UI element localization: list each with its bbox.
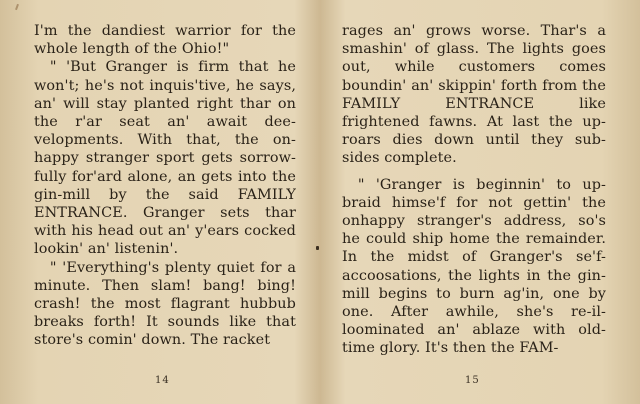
- left-paragraph-3: " 'Everything's plenty quiet for a minute. Then slam! bang! bing! crash! the most flagrant hubbub breaks forth! It sounds like that store's comin' down. The racket: [34, 259, 296, 349]
- right-page: [320, 0, 640, 404]
- left-paragraph-1: I'm the dandiest warrior for the whole length of the Ohio!": [34, 23, 296, 58]
- left-paragraph-2: " 'But Granger is firm that he won't; he's not inquis'tive, he says, an' will stay planted right thar on the r'ar seat an' await dee-velopments. With that, the on-happy stranger sport gets sorrow-fully for'ard alone, an gets into the gin-mill by the said FAMILY ENTRANCE. Granger sets thar with his head out an' y'ears cocked lookin' an' listenin'.: [34, 59, 296, 258]
- left-page-text: [34, 22, 296, 350]
- right-paragraph-1: rages an' grows worse. Thar's a smashin' of glass. The lights goes out, while customers comes boundin' an' skippin' forth from the FAMILY ENTRANCE like frightened fawns. At last the up-roars dies down until they sub-sides complete.: [342, 23, 606, 167]
- right-page-text: [342, 22, 606, 358]
- gutter-mark: [316, 246, 319, 250]
- right-paragraph-2: " 'Granger is beginnin' to up-braid himse'f for not gettin' the onhappy stranger's address, so's he could ship home the remainder. In the midst of Granger's se'f-accoosations, the lights in the gin-mill begins to burn ag'in, one by one. After awhile, she's re-il-loominated an' ablaze with old-time glory. It's then the FAM-: [342, 176, 606, 357]
- paper-speck: [15, 4, 19, 10]
- right-page-number: 15: [465, 375, 480, 386]
- left-page-number: 14: [155, 375, 170, 386]
